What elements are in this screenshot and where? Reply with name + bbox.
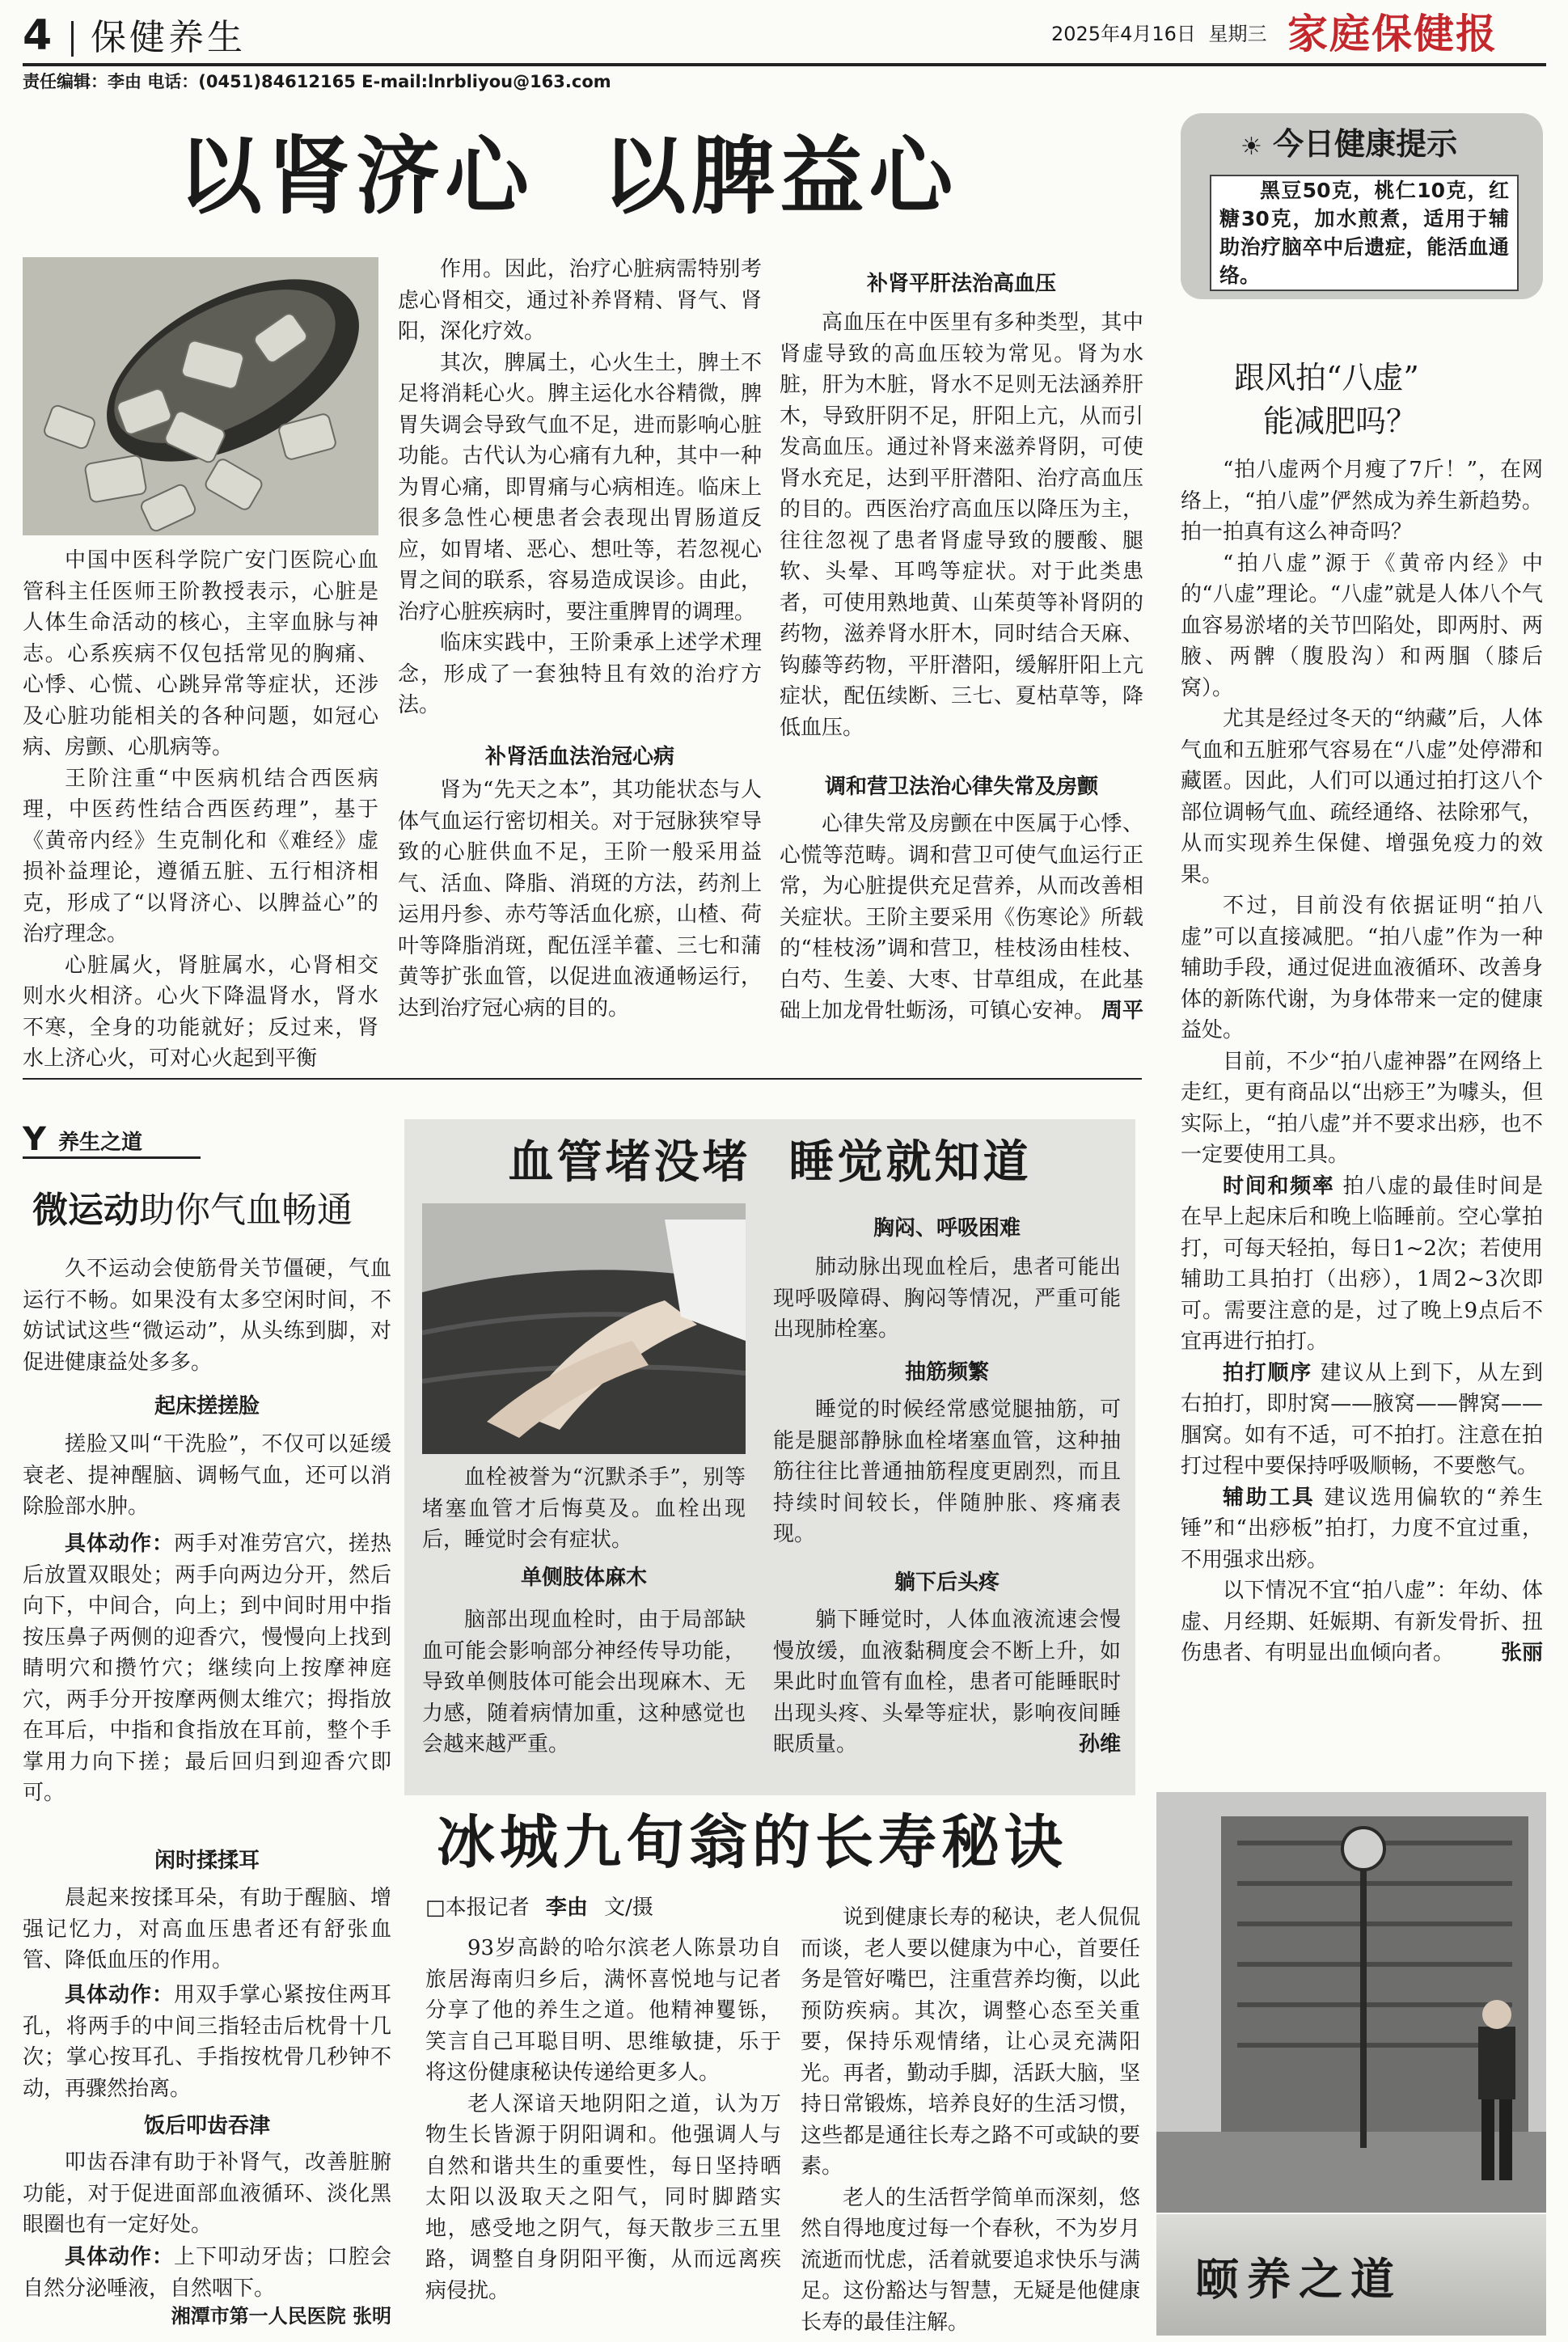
weekday: 星期三 <box>1208 23 1267 45</box>
baxu-para <box>1181 1482 1543 1576</box>
micro-s3p2 <box>23 2242 391 2304</box>
lead-col2b-text <box>398 775 762 1024</box>
masthead-divider <box>71 21 74 57</box>
blood-p4-text: 躺下睡觉时，人体血液流速会慢慢放缓，血液黏稠度会不断上升，如果此时血管有血栓，患者可能睡眠时出现头疼、头晕等症状，影响夜间睡眠质量。 <box>773 1608 1121 1756</box>
elder-col2-text <box>801 1902 1140 2338</box>
micro-s3-label: 具体动作： <box>65 2245 174 2269</box>
elder-byline <box>425 1892 781 1923</box>
lead-para: 作用。因此，治疗心脏病需特别考虑心肾相交，通过补养肾精、肾气、肾阳，深化疗效。 <box>398 257 762 344</box>
lead-para: 王阶注重“中医病机结合西医病理，中医药性结合西医药理”，基于《黄帝内经》生克制化和《难经》虚损补益理论，遵循五脏、五行相济相克，形成了“以肾济心、以脾益心”的治疗理念。 <box>23 766 378 946</box>
bottom-badge <box>1156 2214 1546 2336</box>
blood-sub4: 躺下后头疼 <box>894 1570 1000 1595</box>
baxu-headline <box>1181 356 1543 443</box>
micro-sub3: 饭后叩齿吞津 <box>143 2114 270 2138</box>
baxu-text <box>1181 454 1543 1669</box>
blood-p1: 脑部出现血栓时，由于局部缺血可能会影响部分神经传导功能，导致单侧肢体可能会出现麻木、无力感，随着病情加重，这种感觉也会越来越严重。 <box>422 1608 746 1756</box>
baxu-final-text: 以下情况不宜“拍八虚”：年幼、体虚、月经期、妊娠期、有新发骨折、扭伤患者、有明显出血倾向者。 <box>1181 1579 1543 1665</box>
legs-on-sofa-image <box>422 1203 746 1454</box>
elder-headline: 冰城九旬翁的长寿秘诀 <box>437 1807 1068 1876</box>
baxu-headline-line1: 跟风拍“八虚” <box>1234 360 1419 395</box>
lead-col1-text <box>23 545 378 1075</box>
lead-photo <box>23 257 378 535</box>
elder-para: 老人的生活哲学简单而深刻，悠然自得地度过每一个春秋，不为岁月流逝而忧虑，活着就要追求快乐与满足。这份豁达与智慧，无疑是他健康长寿的最佳注解。 <box>801 2185 1140 2335</box>
micro-s2-text: 用双手掌心紧按住两耳孔，将两手的中间三指轻击后枕骨十几次；掌心按耳孔、手指按枕骨几秒钟不动，再骤然抬离。 <box>23 1983 391 2101</box>
column-badge <box>23 1121 201 1159</box>
micro-s1p2 <box>23 1528 391 1809</box>
baxu-para: “拍八虚”源于《黄帝内经》中的“八虚”理论。“八虚”就是人体八个气血容易淤堵的关节凹陷处，即两肘、两腋、两髀（腹股沟）和两腘（膝后窝）。 <box>1181 551 1543 700</box>
lead-subhead-arrhythmia: 调和营卫法治心律失常及房颤 <box>824 775 1098 799</box>
page-number: 4 <box>23 11 53 60</box>
micro-s1p1: 搓脸又叫“干洗脸”，不仅可以延缓衰老、提神醒脑、调畅气血，还可以消除脸部水肿。 <box>23 1432 391 1519</box>
elder-col1-text <box>425 1933 781 2306</box>
baxu-para <box>1181 1171 1543 1358</box>
column-y-icon: Y <box>23 1121 46 1158</box>
elder-street-image <box>1156 1792 1546 2213</box>
blood-intro: 血栓被誉为“沉默杀手”，别等堵塞血管才后悔莫及。血栓出现后，睡觉时会有症状。 <box>422 1465 746 1552</box>
blood-author: 孙维 <box>1078 1732 1121 1756</box>
micro-s1-text: 两手对准劳宫穴，搓热后放置双眼处；两手向两边分开，然后向下，中间合，向上；到中间时用中指按压鼻子两侧的迎香穴，慢慢向上找到睛明穴和攒竹穴；继续向上按摩神庭穴，两手分开按摩两侧太维穴；拇指放在耳后，中指和食指放在耳前，整个手掌用力向下搓；最后回归到迎香穴即可。 <box>23 1532 391 1805</box>
blood-p4 <box>773 1604 1121 1761</box>
elder-para: 老人深谙天地阴阳之道，认为万物生长皆源于阴阳调和。他强调人与自然和谐共生的重要性，每日坚持晒太阳以汲取天之阳气，同时脚踏实地，感受地之阴气，每天散步三五里路，调整自身阴阳平衡，从而远离疾病侵扰。 <box>425 2091 781 2303</box>
elder-byline-prefix: □本报记者 <box>425 1896 530 1920</box>
micro-s3p1: 叩齿吞津有助于补肾气，改善脏腑功能，对于促进面部血液循环、淡化黑眼圈也有一定好处。 <box>23 2150 391 2237</box>
blood-p2: 肺动脉出现血栓后，患者可能出现呼吸障碍、胸闷等情况，严重可能出现肺栓塞。 <box>773 1255 1121 1342</box>
micro-headline-rest: 助你气血畅通 <box>139 1190 353 1231</box>
tip-box-title <box>1240 120 1499 171</box>
lead-para: 中国中医科学院广安门医院心血管科主任医师王阶教授表示，心脏是人体生命活动的核心，主宰血脉与神志。心系疾病不仅包括常见的胸痛、心悸、心慌、心跳异常等症状，还涉及心脏功能相关的各种问题，如冠心病、房颤、心肌病等。 <box>23 548 378 759</box>
baxu-tool-text: 建议选用偏软的“养生锤”和“出痧板”拍打，力度不宜过重，不用强求出痧。 <box>1181 1485 1544 1572</box>
paper-name: 家庭保健报 <box>1287 10 1498 57</box>
elder-byline-suffix: 文/摄 <box>604 1896 653 1920</box>
micro-s2p2 <box>23 1980 391 2104</box>
herb-slices-image <box>23 257 378 535</box>
baxu-time-label: 时间和频率 <box>1223 1173 1335 1198</box>
blood-sub3: 抽筋频繁 <box>904 1360 989 1384</box>
lead-para: 临床实践中，王阶秉承上述学术理念，形成了一套独特且有效的治疗方法。 <box>398 631 762 717</box>
elder-para: 说到健康长寿的秘诀，老人侃侃而谈，老人要以健康为中心，首要任务是管好嘴巴，注重营养均衡，以此预防疾病。其次，调整心态至关重要，保持乐观情绪，让心灵充满阳光。再者，勤动手脚，活跃大脑，坚持日常锻炼，培养良好的生活习惯，这些都是通往长寿之路不可或缺的要素。 <box>801 1905 1140 2179</box>
tip-title-text: 今日健康提示 <box>1273 125 1458 162</box>
blood-p3: 睡觉的时候经常感觉腿抽筋，可能是腿部静脉血栓堵塞血管，这种抽筋往往比普通抽筋程度更剧烈，而且持续时间较长，伴随肿胀、疼痛表现。 <box>773 1397 1121 1546</box>
baxu-order-label: 拍打顺序 <box>1223 1360 1312 1385</box>
bottom-badge-label: 颐养之道 <box>1195 2253 1402 2305</box>
issue-date <box>1051 21 1267 47</box>
micro-headline-strong: 微运动 <box>32 1190 139 1231</box>
lead-author: 周平 <box>1101 999 1143 1023</box>
micro-author: 湘潭市第一人民医院 张明 <box>171 2305 391 2327</box>
micro-s3-text: 上下叩动牙齿；口腔会自然分泌唾液，自然咽下。 <box>23 2245 391 2301</box>
masthead-rule <box>23 63 1546 66</box>
baxu-para: “拍八虚两个月瘦了7斤！”，在网络上，“拍八虚”俨然成为养生新趋势。拍一拍真有这么神奇吗？ <box>1181 458 1543 544</box>
baxu-time-text: 拍八虚的最佳时间是在早上起床后和晚上临睡前。空心掌拍打，可每天轻拍，每日1~2次；若使用辅助工具拍打（出痧），1周2~3次即可。需要注意的是，过了晚上9点后不宜再进行拍打。 <box>1181 1173 1543 1354</box>
micro-sub1: 起床搓搓脸 <box>154 1394 260 1418</box>
lead-col3a-text <box>780 307 1143 743</box>
column-badge-label: 养生之道 <box>58 1131 143 1155</box>
lead-para: 肾为“先天之本”，其功能状态与人体气血运行密切相关。对于冠脉狭窄导致的心脏供血不足，王阶一般采用益气、活血、降脂、消斑的方法，药剂上运用丹参、赤芍等活血化瘀，山楂、荷叶等降脂消斑，配伍淫羊藿、三七和蒲黄等扩张血管，以促进血液通畅运行，达到治疗冠心病的目的。 <box>398 778 762 1021</box>
sun-icon: ☀ <box>1240 133 1262 161</box>
editor-line: 责任编辑：李由 电话：(0451)84612165 E-mail:lnrbliyou@163.com <box>23 72 611 91</box>
baxu-para: 尤其是经过冬天的“纳藏”后，人体气血和五脏邪气容易在“八虚”处停滞和藏匿。因此，人们可以通过拍打这八个部位调畅气血、疏经通络、祛除邪气，从而实现养生保健、增强免疫力的效果。 <box>1181 707 1543 887</box>
baxu-para <box>1181 1575 1543 1669</box>
blood-sub1: 单侧肢体麻木 <box>520 1566 647 1590</box>
baxu-para: 不过，目前没有依据证明“拍八虚”可以直接减肥。“拍八虚”作为一种辅助手段，通过促进血液循环、改善身体的新陈代谢，为身体带来一定的健康益处。 <box>1181 894 1543 1042</box>
date: 2025年4月16日 <box>1051 23 1196 45</box>
baxu-tool-label: 辅助工具 <box>1223 1485 1316 1510</box>
lead-para: 心脏属火，肾脏属水，心肾相交则水火相济。心火下降温肾水，肾水不寒，全身的功能就好；反过来，肾水上济心火，可对心火起到平衡 <box>23 953 378 1071</box>
micro-s2-label: 具体动作： <box>65 1983 174 2007</box>
tip-box <box>1181 113 1543 299</box>
micro-sub2: 闲时揉揉耳 <box>154 1849 260 1873</box>
lead-headline: 以肾济心 以脾益心 <box>178 126 958 226</box>
lead-col2-text <box>398 254 762 721</box>
micro-s2p1: 晨起来按揉耳朵，有助于醒脑、增强记忆力，对高血压患者还有舒张血管、降低血压的作用。 <box>23 1886 391 1972</box>
baxu-para <box>1181 1358 1543 1482</box>
lead-para: 其次，脾属土，心火生土，脾土不足将消耗心火。脾主运化水谷精微，脾胃失调会导致气血不足，进而影响心脏功能。古代认为心痛有九种，其中一种为胃心痛，即胃痛与心病相连。临床上很多急性心梗患者会表现出胃肠道反应，如胃堵、恶心、想吐等，若忽视心胃之间的联系，容易造成误诊。由此，治疗心脏疾病时，要注重脾胃的调理。 <box>398 350 762 624</box>
micro-headline <box>32 1189 388 1232</box>
elder-byline-name: 李由 <box>545 1896 588 1920</box>
micro-intro: 久不运动会使筋骨关节僵硬，气血运行不畅。如果没有太多空闲时间，不妨试试这些“微运动”，从头练到脚，对促进健康益处多多。 <box>23 1257 391 1375</box>
lead-bottom-rule <box>23 1078 1142 1080</box>
lead-subhead-coronary: 补肾活血法治冠心病 <box>484 745 674 769</box>
baxu-order-text: 建议从上到下，从左到右拍打，即肘窝——腋窝——髀窝——腘窝。如有不适，可不拍打。注意在拍打过程中要保持呼吸顺畅，不要憋气。 <box>1181 1360 1543 1478</box>
baxu-para: 目前，不少“拍八虚神器”在网络上走红，更有商品以“出痧王”为噱头，但实际上，“拍八虚”并不要求出痧，也不一定要使用工具。 <box>1181 1049 1543 1167</box>
blood-headline: 血管堵没堵 睡觉就知道 <box>508 1135 1032 1189</box>
tip-box-body <box>1210 175 1519 291</box>
lead-subhead-hypertension: 补肾平肝法治高血压 <box>866 272 1056 296</box>
blood-sub2: 胸闷、呼吸困难 <box>873 1216 1021 1241</box>
lead-para: 高血压在中医里有多种类型，其中肾虚导致的高血压较为常见。肾为水脏，肝为木脏，肾水不足则无法涵养肝木，导致肝阴不足，肝阳上亢，从而引发高血压。通过补肾来滋养肾阴，可使肾水充足，达到平肝潜阳、治疗高血压的目的。西医治疗高血压以降压为主，往往忽视了患者肾虚导致的腰酸、腿软、头晕、耳鸣等症状。对于此类患者，可使用熟地黄、山茱萸等补肾阴的药物，滋养肾水肝木，同时结合天麻、钩藤等药物，平肝潜阳，缓解肝阳上亢症状，配伍续断、三七、夏枯草等，降低血压。 <box>780 311 1143 740</box>
tip-text: 黑豆50克，桃仁10克，红糖30克，加水煎煮，适用于辅助治疗脑卒中后遗症，能活血通络。 <box>1219 179 1509 287</box>
elder-photo <box>1156 1792 1546 2213</box>
baxu-headline-line2: 能减肥吗？ <box>1263 404 1418 439</box>
lead-col3b-text <box>780 809 1143 1027</box>
blood-photo <box>422 1203 746 1454</box>
lead-para: 心律失常及房颤在中医属于心悸、心慌等范畴。调和营卫可使气血运行正常，为心脏提供充足营养，从而改善相关症状。王阶主要采用《伤寒论》所载的“桂枝汤”调和营卫，桂枝汤由桂枝、白芍、生姜、大枣、甘草组成，在此基础上加龙骨牡蛎汤，可镇心安神。 <box>780 812 1143 1023</box>
elder-para: 93岁高龄的哈尔滨老人陈景功自旅居海南归乡后，满怀喜悦地与记者分享了他的养生之道。他精神矍铄，笑言自己耳聪目明、思维敏捷，乐于将这份健康秘诀传递给更多人。 <box>425 1936 781 2085</box>
micro-s1-label: 具体动作： <box>65 1532 174 1556</box>
section-name: 保健养生 <box>91 17 246 58</box>
baxu-author: 张丽 <box>1500 1641 1543 1665</box>
